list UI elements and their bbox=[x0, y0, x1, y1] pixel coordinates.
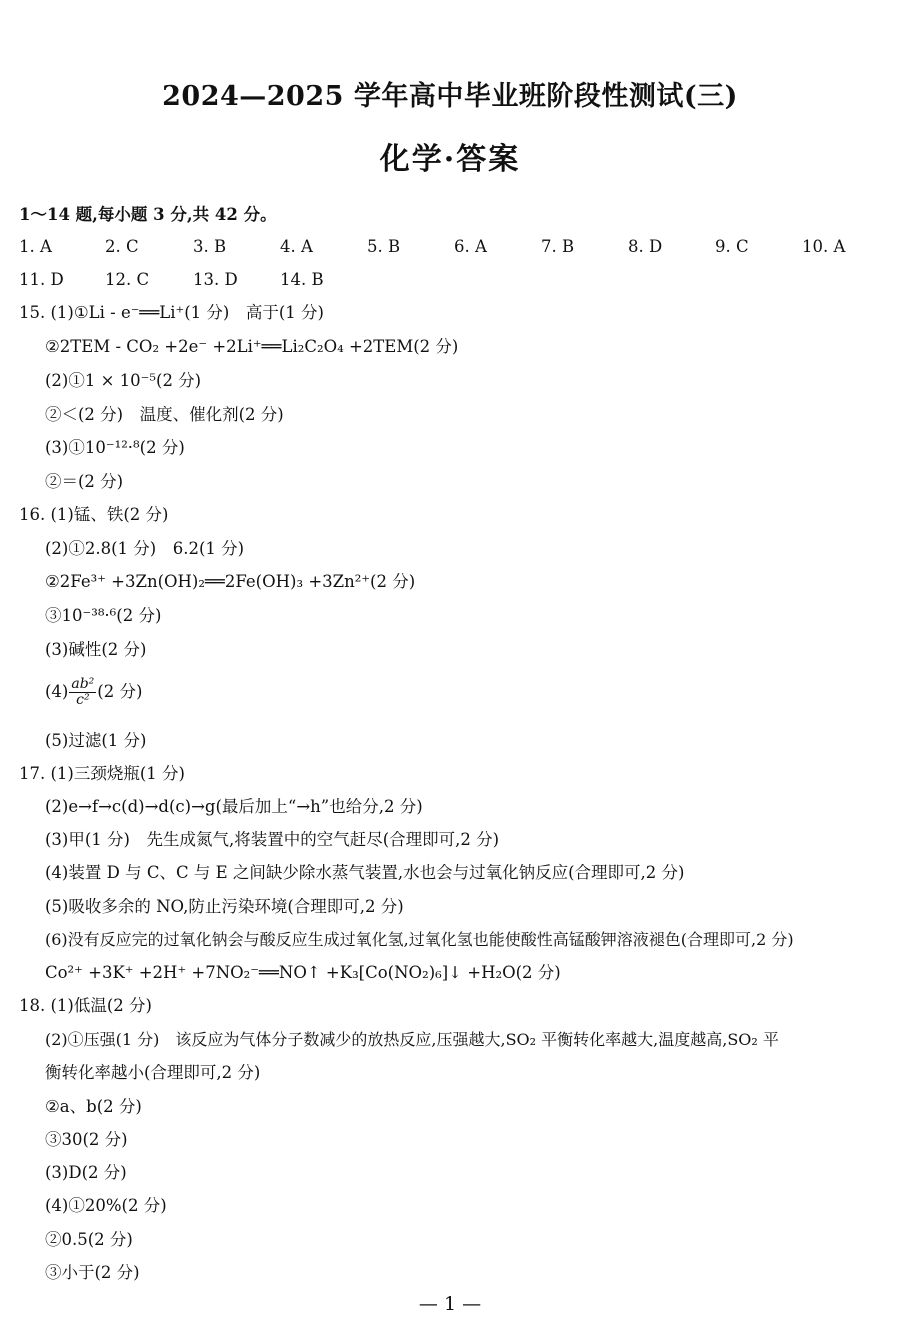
q17-line: (4)装置 D 与 C、C 与 E 之间缺少除水蒸气装置,水也会与过氧化钠反应(合理即可,2 分) bbox=[45, 863, 685, 882]
answer-item: 4. A bbox=[280, 237, 313, 256]
answer-item: 10. A bbox=[802, 237, 846, 256]
q15-line: ②＜(2 分) 温度、催化剂(2 分) bbox=[45, 405, 284, 424]
q17-line: Co²⁺ +3K⁺ +2H⁺ +7NO₂⁻══NO↑ +K₃[Co(NO₂)₆]↓ +H₂O(2 分) bbox=[45, 963, 561, 982]
q17-line: (3)甲(1 分) 先生成氮气,将装置中的空气赶尽(合理即可,2 分) bbox=[45, 830, 500, 849]
answer-item: 14. B bbox=[280, 270, 324, 289]
q18-line: ②0.5(2 分) bbox=[45, 1230, 133, 1249]
answer-item: 8. D bbox=[628, 237, 663, 256]
q16-l6-prefix: (4) bbox=[45, 682, 69, 701]
q16-line: ③10⁻³⁸·⁶(2 分) bbox=[45, 606, 162, 625]
q17-line: (6)没有反应完的过氧化钠会与酸反应生成过氧化氢,过氧化氢也能使酸性高锰酸钾溶液褪色(合理即可,2 分) bbox=[45, 930, 794, 949]
q15-line: ②2TEM - CO₂ +2e⁻ +2Li⁺══Li₂C₂O₄ +2TEM(2 分) bbox=[45, 337, 459, 356]
q17-line: (5)吸收多余的 NO,防止污染环境(合理即可,2 分) bbox=[45, 897, 404, 916]
q18-line: (2)①压强(1 分) 该反应为气体分子数减少的放热反应,压强越大,SO₂ 平衡转化率越大,温度越高,SO₂ 平 bbox=[45, 1030, 779, 1049]
q16-line: 16. (1)锰、铁(2 分) bbox=[19, 505, 169, 524]
q15-line: (3)①10⁻¹²·⁸(2 分) bbox=[45, 438, 185, 457]
q15-line: (2)①1 × 10⁻⁵(2 分) bbox=[45, 371, 202, 390]
answer-item: 12. C bbox=[105, 270, 150, 289]
q16-line: (3)碱性(2 分) bbox=[45, 640, 147, 659]
q17-line: (2)e→f→c(d)→d(c)→g(最后加上“→h”也给分,2 分) bbox=[45, 797, 423, 816]
q18-line: (4)①20%(2 分) bbox=[45, 1196, 167, 1215]
q16-l6-suffix: (2 分) bbox=[97, 682, 143, 701]
q16-line-fraction bbox=[45, 676, 142, 708]
answer-item: 3. B bbox=[193, 237, 227, 256]
answer-item: 6. A bbox=[454, 237, 487, 256]
answer-item: 9. C bbox=[715, 237, 749, 256]
q15-line: ②＝(2 分) bbox=[45, 472, 124, 491]
fraction-denominator: c² bbox=[76, 692, 90, 708]
q18-line: 18. (1)低温(2 分) bbox=[19, 996, 152, 1015]
q18-line: ③小于(2 分) bbox=[45, 1263, 140, 1282]
answer-item: 11. D bbox=[19, 270, 64, 289]
fraction bbox=[69, 677, 96, 708]
q17-line: 17. (1)三颈烧瓶(1 分) bbox=[19, 764, 185, 783]
section-intro: 1～14 题,每小题 3 分,共 42 分。 bbox=[19, 205, 277, 224]
fraction-numerator: ab² bbox=[71, 676, 95, 692]
answer-item: 5. B bbox=[367, 237, 401, 256]
q18-line: (3)D(2 分) bbox=[45, 1163, 127, 1182]
page-subtitle: 化学·答案 bbox=[379, 142, 521, 177]
answer-item: 1. A bbox=[19, 237, 52, 256]
q16-line: (2)①2.8(1 分) 6.2(1 分) bbox=[45, 539, 245, 558]
page-number: — 1 — bbox=[418, 1293, 482, 1315]
answer-item: 2. C bbox=[105, 237, 139, 256]
q16-line: ②2Fe³⁺ +3Zn(OH)₂══2Fe(OH)₃ +3Zn²⁺(2 分) bbox=[45, 572, 416, 591]
q18-line: 衡转化率越小(合理即可,2 分) bbox=[45, 1063, 261, 1082]
q18-line: ②a、b(2 分) bbox=[45, 1097, 142, 1116]
q15-line: 15. (1)①Li - e⁻══Li⁺(1 分) 高于(1 分) bbox=[19, 303, 324, 322]
page-title: 2024—2025 学年高中毕业班阶段性测试(三) bbox=[162, 81, 738, 112]
answer-item: 7. B bbox=[541, 237, 575, 256]
q18-line: ③30(2 分) bbox=[45, 1130, 128, 1149]
answer-item: 13. D bbox=[193, 270, 238, 289]
q16-line: (5)过滤(1 分) bbox=[45, 731, 147, 750]
